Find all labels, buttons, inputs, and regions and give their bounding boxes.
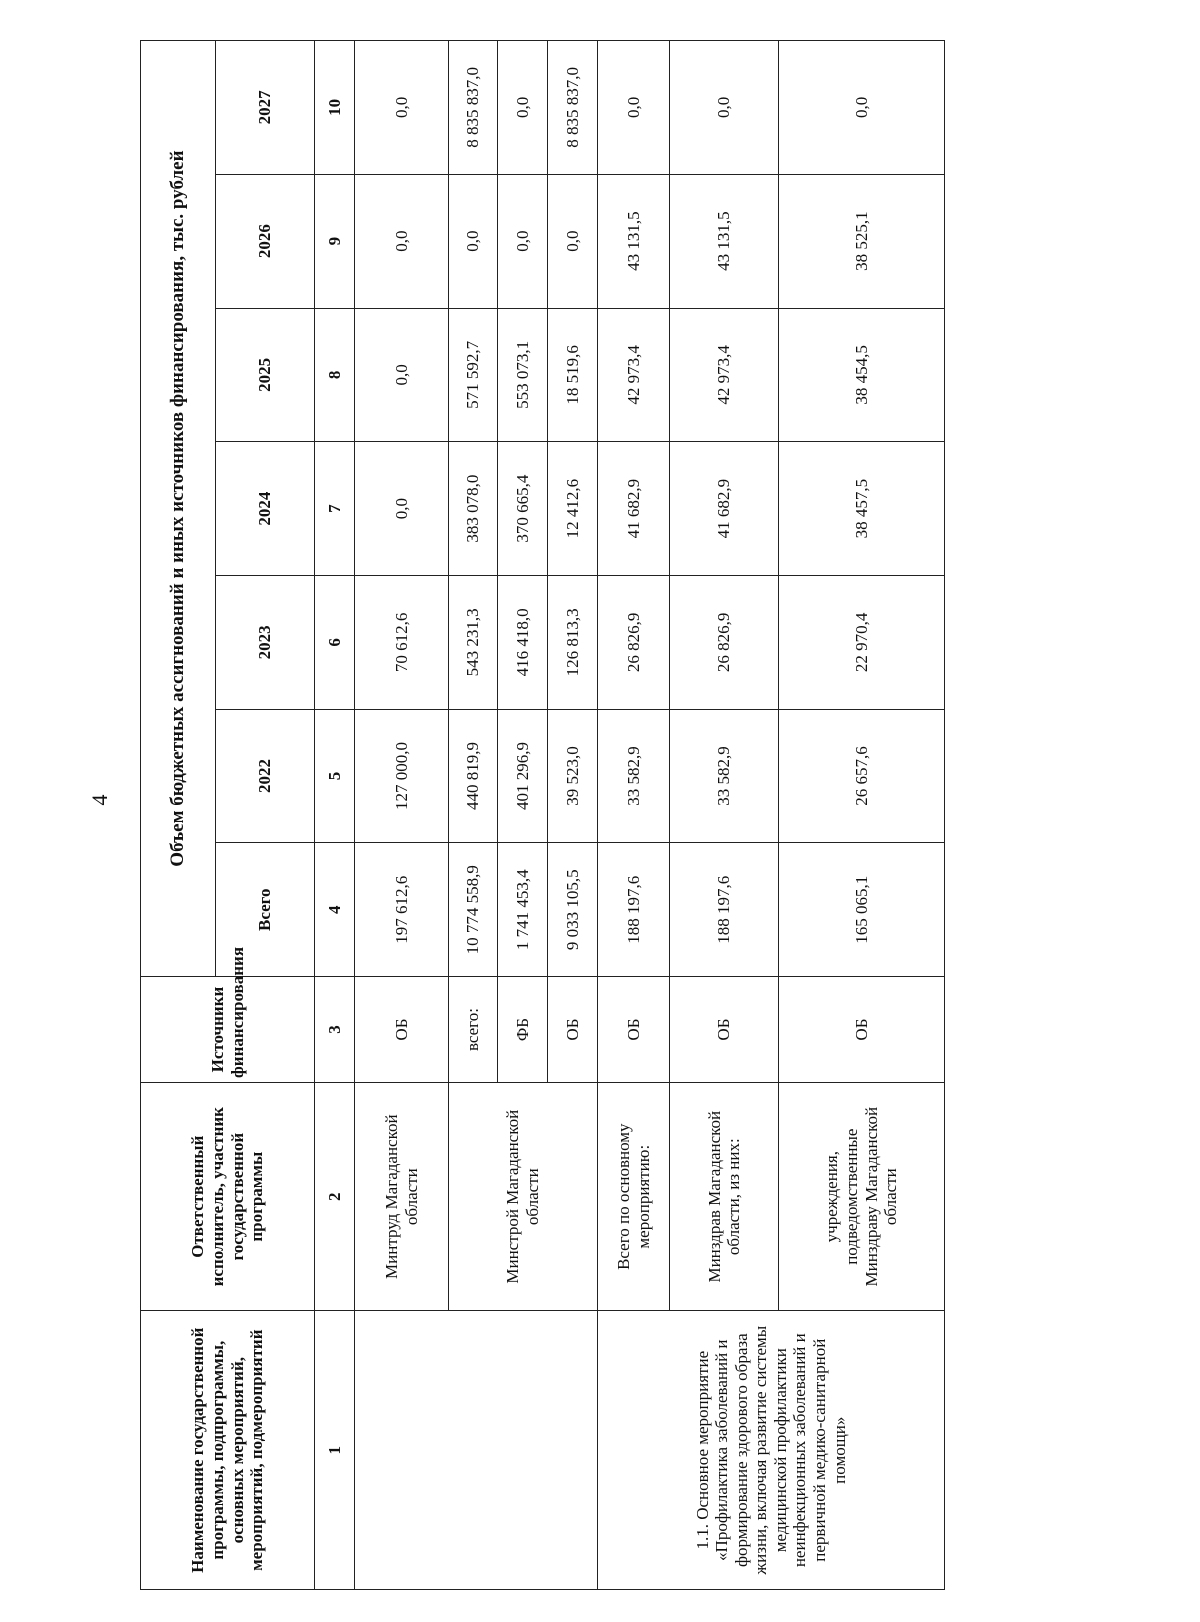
- value-cell: 0,0: [355, 442, 448, 576]
- value-cell: 416 418,0: [498, 575, 548, 709]
- value-cell: 0,0: [670, 41, 779, 175]
- header-year: 2024: [215, 442, 314, 576]
- document-page: [140, 40, 945, 1590]
- measure-name-cell: 1.1. Основное мероприятие «Профилактика заболеваний и формирование здорового образа жизни, включая развитие системы медицинской профилактики неинфекционных заболеваний и первичной медико-санитарной помощи»: [597, 1311, 944, 1590]
- value-cell: 18 519,6: [548, 308, 598, 442]
- page-number: 4: [87, 794, 112, 806]
- executor-cell: Всего по основному мероприятию:: [597, 1082, 670, 1310]
- executor-cell: Минтруд Магаданской области: [355, 1082, 448, 1310]
- value-cell: 126 813,3: [548, 575, 598, 709]
- value-cell: 38 457,5: [779, 442, 945, 576]
- value-cell: 22 970,4: [779, 575, 945, 709]
- value-cell: 9 033 105,5: [548, 843, 598, 977]
- source-cell: всего:: [448, 977, 498, 1083]
- value-cell: 26 657,6: [779, 709, 945, 843]
- header-year: 2025: [215, 308, 314, 442]
- value-cell: 26 826,9: [670, 575, 779, 709]
- value-cell: 10 774 558,9: [448, 843, 498, 977]
- value-cell: 383 078,0: [448, 442, 498, 576]
- column-number: 3: [315, 977, 355, 1083]
- value-cell: 12 412,6: [548, 442, 598, 576]
- table-row: [597, 41, 670, 1590]
- value-cell: 0,0: [548, 174, 598, 308]
- value-cell: 70 612,6: [355, 575, 448, 709]
- executor-cell: учреждения, подведомственные Минздраву Магаданской области: [779, 1082, 945, 1310]
- column-number: 6: [315, 575, 355, 709]
- header-year: Всего: [215, 843, 314, 977]
- header-funding-title: Объем бюджетных ассигнований и иных источников финансирования, тыс. рублей: [141, 41, 216, 977]
- executor-cell: Минстрой Магаданской области: [448, 1082, 597, 1310]
- source-cell: ОБ: [779, 977, 945, 1083]
- column-number: 4: [315, 843, 355, 977]
- value-cell: 0,0: [498, 41, 548, 175]
- header-year: 2026: [215, 174, 314, 308]
- value-cell: 188 197,6: [670, 843, 779, 977]
- header-col-name: Наименование государственной программы, подпрограммы, основных мероприятий, мероприятий, подмероприятий: [141, 1311, 315, 1590]
- value-cell: 33 582,9: [597, 709, 670, 843]
- value-cell: 38 525,1: [779, 174, 945, 308]
- value-cell: 1 741 453,4: [498, 843, 548, 977]
- value-cell: 41 682,9: [670, 442, 779, 576]
- value-cell: 0,0: [355, 308, 448, 442]
- value-cell: 0,0: [597, 41, 670, 175]
- source-cell: ОБ: [548, 977, 598, 1083]
- header-year: 2023: [215, 575, 314, 709]
- value-cell: 38 454,5: [779, 308, 945, 442]
- value-cell: 39 523,0: [548, 709, 598, 843]
- value-cell: 0,0: [448, 174, 498, 308]
- value-cell: 440 819,9: [448, 709, 498, 843]
- value-cell: 42 973,4: [597, 308, 670, 442]
- column-number: 10: [315, 41, 355, 175]
- value-cell: 42 973,4: [670, 308, 779, 442]
- value-cell: 127 000,0: [355, 709, 448, 843]
- value-cell: 571 592,7: [448, 308, 498, 442]
- source-cell: ОБ: [670, 977, 779, 1083]
- column-number: 7: [315, 442, 355, 576]
- header-col-source: Источники финансирования: [141, 977, 315, 1083]
- value-cell: 26 826,9: [597, 575, 670, 709]
- value-cell: 543 231,3: [448, 575, 498, 709]
- value-cell: 0,0: [498, 174, 548, 308]
- budget-table: [140, 40, 945, 1590]
- column-number: 8: [315, 308, 355, 442]
- table-row: [355, 41, 448, 1590]
- value-cell: 370 665,4: [498, 442, 548, 576]
- value-cell: 33 582,9: [670, 709, 779, 843]
- value-cell: 0,0: [779, 41, 945, 175]
- header-year: 2022: [215, 709, 314, 843]
- value-cell: 8 835 837,0: [548, 41, 598, 175]
- name-cell-empty: [355, 1311, 597, 1590]
- value-cell: 43 131,5: [597, 174, 670, 308]
- column-number: 5: [315, 709, 355, 843]
- source-cell: ФБ: [498, 977, 548, 1083]
- value-cell: 165 065,1: [779, 843, 945, 977]
- value-cell: 401 296,9: [498, 709, 548, 843]
- header-year: 2027: [215, 41, 314, 175]
- value-cell: 0,0: [355, 174, 448, 308]
- column-number: 1: [315, 1311, 355, 1590]
- column-number: 9: [315, 174, 355, 308]
- value-cell: 188 197,6: [597, 843, 670, 977]
- value-cell: 8 835 837,0: [448, 41, 498, 175]
- source-cell: ОБ: [355, 977, 448, 1083]
- value-cell: 197 612,6: [355, 843, 448, 977]
- value-cell: 0,0: [355, 41, 448, 175]
- column-number: 2: [315, 1082, 355, 1310]
- executor-cell: Минздрав Магаданской области, из них:: [670, 1082, 779, 1310]
- value-cell: 41 682,9: [597, 442, 670, 576]
- source-cell: ОБ: [597, 977, 670, 1083]
- header-col-executor: Ответственный исполнитель, участник государственной программы: [141, 1082, 315, 1310]
- value-cell: 553 073,1: [498, 308, 548, 442]
- value-cell: 43 131,5: [670, 174, 779, 308]
